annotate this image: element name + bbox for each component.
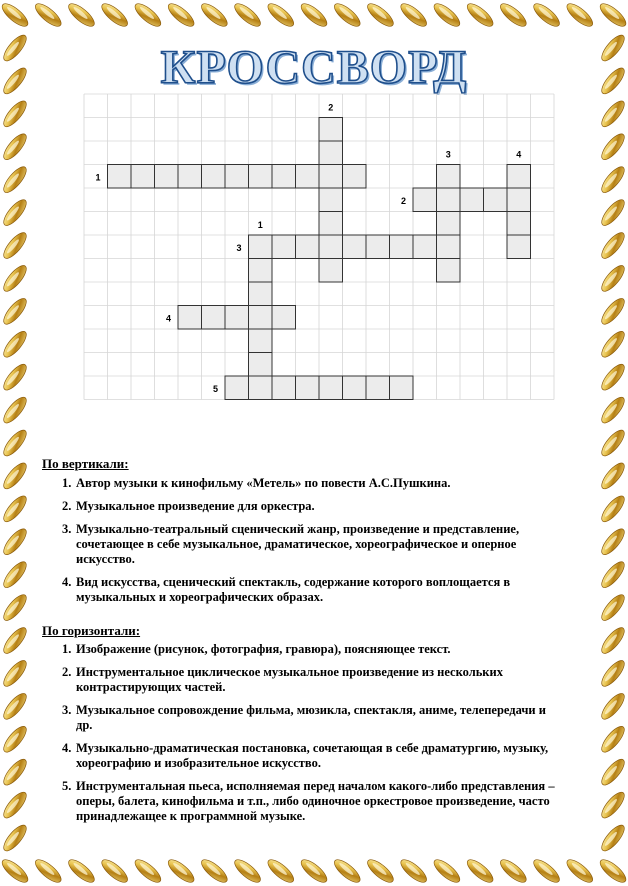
clue-text: Музыкально-драматическая постановка, сочетающая в себе драматургию, музыку, хореографию и изобразительное искусство. (76, 741, 549, 770)
answer-cell[interactable] (319, 188, 343, 212)
vertical-heading: По вертикали: (42, 456, 129, 471)
answer-cell[interactable] (413, 188, 437, 212)
answer-cell[interactable] (296, 376, 320, 400)
answer-cell[interactable] (249, 282, 273, 306)
answer-cell[interactable] (178, 165, 202, 189)
answer-cell[interactable] (437, 259, 461, 283)
answer-cell[interactable] (272, 165, 296, 189)
answer-cell[interactable] (272, 306, 296, 330)
answer-cell[interactable] (319, 212, 343, 236)
answer-cell[interactable] (296, 165, 320, 189)
answer-cell[interactable] (366, 235, 390, 259)
clue-number: 2. (62, 499, 72, 513)
answer-cell[interactable] (507, 165, 531, 189)
answer-cell[interactable] (484, 188, 508, 212)
vertical-clue-2 (62, 499, 562, 514)
clue-number-h1: 1 (95, 172, 101, 183)
answer-cell[interactable] (343, 235, 367, 259)
vertical-clue-3 (62, 522, 562, 567)
clue-number-v4: 4 (516, 149, 522, 160)
answer-cell[interactable] (343, 165, 367, 189)
clue-number: 2. (62, 665, 72, 679)
horizontal-clue-2 (62, 665, 562, 695)
answer-cell[interactable] (249, 306, 273, 330)
clue-text: Музыкально-театральный сценический жанр, произведение и представление, сочетающее в себе музыкальное, драматическое, хореографическое и оперное искусство. (76, 522, 520, 566)
horizontal-clue-5 (62, 779, 562, 824)
answer-cell[interactable] (437, 188, 461, 212)
answer-cell[interactable] (366, 376, 390, 400)
answer-cell[interactable] (202, 306, 226, 330)
answer-cell[interactable] (178, 306, 202, 330)
clue-text: Вид искусства, сценический спектакль, содержание которого воплощается в музыкальных и хореографических образах. (76, 575, 511, 604)
clue-number-h2: 2 (400, 195, 406, 206)
clue-number-v1: 1 (257, 220, 263, 230)
answer-cell[interactable] (390, 235, 414, 259)
horizontal-clue-list (62, 642, 562, 832)
answer-cell[interactable] (225, 306, 249, 330)
clue-number: 5. (62, 779, 72, 793)
clue-text: Изображение (рисунок, фотография, гравюра), поясняющее текст. (76, 642, 451, 656)
answer-cell[interactable] (437, 212, 461, 236)
horizontal-clue-1 (62, 642, 562, 657)
clue-number-v3: 3 (445, 149, 451, 160)
answer-cell[interactable] (272, 376, 296, 400)
clue-number: 3. (62, 522, 72, 536)
answer-cell[interactable] (249, 235, 273, 259)
answer-cell[interactable] (108, 165, 132, 189)
answer-cell[interactable] (507, 188, 531, 212)
horizontal-clue-3 (62, 703, 562, 733)
page-title: КРОССВОРД (160, 41, 468, 94)
answer-cell[interactable] (390, 376, 414, 400)
clue-number-h5: 5 (212, 383, 218, 394)
answer-cell[interactable] (155, 165, 179, 189)
answer-cell[interactable] (249, 259, 273, 283)
answer-cell[interactable] (460, 188, 484, 212)
answer-cell[interactable] (272, 235, 296, 259)
horizontal-heading: По горизонтали: (42, 623, 141, 638)
answer-cell[interactable] (437, 235, 461, 259)
answer-cell[interactable] (319, 235, 343, 259)
clue-text: Музыкальное сопровождение фильма, мюзикла, спектакля, аниме, телепередачи и др. (76, 703, 546, 732)
answer-cell[interactable] (225, 376, 249, 400)
answer-cell[interactable] (507, 235, 531, 259)
answer-cell[interactable] (202, 165, 226, 189)
clue-number-h4: 4 (165, 313, 171, 324)
answer-cell[interactable] (249, 353, 273, 377)
clue-number: 1. (62, 476, 72, 490)
answer-cell[interactable] (249, 376, 273, 400)
answer-cell[interactable] (437, 165, 461, 189)
clue-number: 4. (62, 741, 72, 755)
answer-cell[interactable] (319, 141, 343, 165)
vertical-clue-1 (62, 476, 562, 491)
clue-text: Автор музыки к кинофильму «Метель» по повести А.С.Пушкина. (76, 476, 451, 490)
clue-text: Инструментальное циклическое музыкальное произведение из нескольких контрастирующих частей. (76, 665, 503, 694)
answer-cell[interactable] (413, 235, 437, 259)
answer-cell[interactable] (319, 118, 343, 142)
horizontal-clue-4 (62, 741, 562, 771)
answer-cell[interactable] (131, 165, 155, 189)
clue-number: 3. (62, 703, 72, 717)
clue-text: Музыкальное произведение для оркестра. (76, 499, 315, 513)
clue-number: 4. (62, 575, 72, 589)
answer-cell[interactable] (319, 376, 343, 400)
clue-number: 1. (62, 642, 72, 656)
answer-cell[interactable] (319, 165, 343, 189)
answer-cell[interactable] (225, 165, 249, 189)
answer-cell[interactable] (249, 329, 273, 353)
answer-cell[interactable] (249, 165, 273, 189)
clue-number-h3: 3 (236, 242, 242, 253)
answer-cell[interactable] (507, 212, 531, 236)
answer-cell[interactable] (343, 376, 367, 400)
vertical-clue-list (62, 476, 562, 613)
answer-cell[interactable] (296, 235, 320, 259)
answer-cell[interactable] (319, 259, 343, 283)
vertical-clue-4 (62, 575, 562, 605)
clue-text: Инструментальная пьеса, исполняемая перед началом какого-либо представления – оперы, балета, кинофильма и т.п., либо одиночное оркестровое произведение, часто принадлежащее к программной музыке. (76, 779, 555, 823)
clue-number-v2: 2 (328, 102, 334, 113)
